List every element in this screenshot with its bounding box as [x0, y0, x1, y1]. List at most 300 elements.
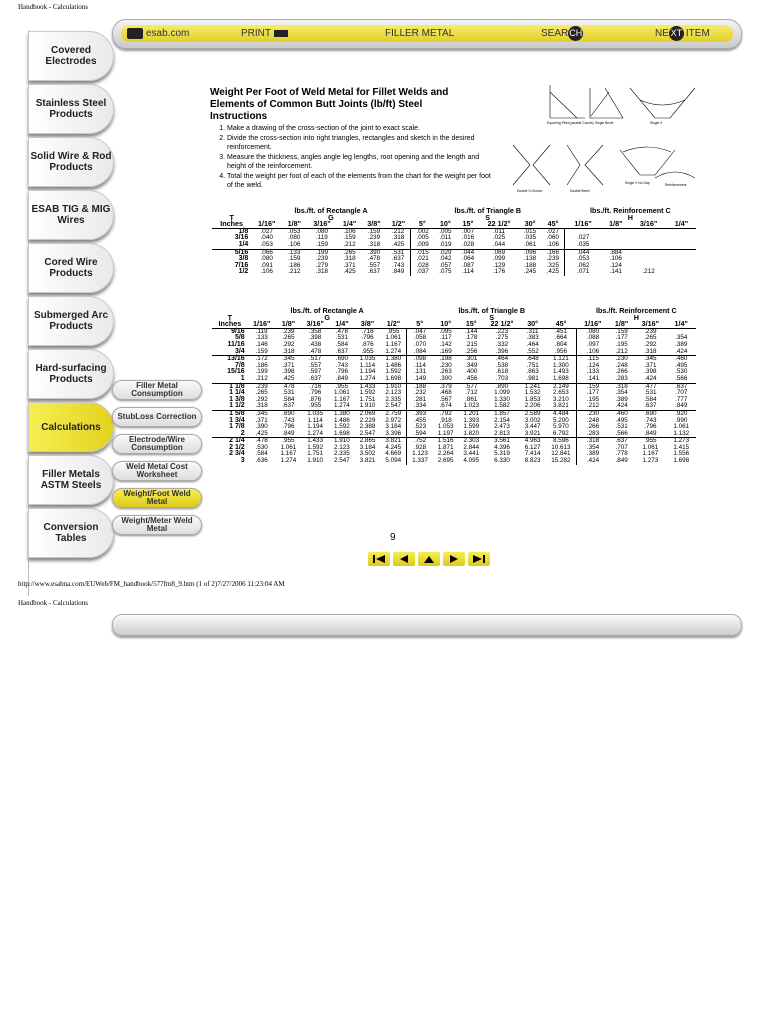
weight-table-2 — [212, 308, 696, 465]
value-cell: 1.592 — [359, 389, 376, 397]
nav-solid-wire[interactable]: Solid Wire & Rod Products — [28, 137, 114, 187]
value-cell: .390 — [362, 249, 386, 256]
value-cell: .318 — [315, 268, 329, 276]
value-cell: .265 — [337, 249, 361, 256]
value-cell: .106 — [586, 347, 600, 355]
value-cell: .037 — [416, 268, 429, 276]
value-cell: .928 — [413, 443, 427, 451]
table-row — [212, 235, 696, 242]
value-cell: .106 — [337, 228, 361, 235]
value-cell: .796 — [309, 389, 322, 397]
value-cell: 1.910 — [359, 402, 376, 410]
table-row — [212, 228, 696, 235]
nav-cored-wire[interactable]: Cored Wire Products — [28, 243, 114, 293]
value-cell: .087 — [461, 261, 475, 269]
value-cell: .230 — [609, 356, 634, 363]
group-b-header: lbs./ft. of Triangle B — [454, 206, 522, 215]
value-cell — [630, 249, 667, 256]
column-header: 5° — [418, 219, 426, 229]
value-cell: 2.589 — [520, 410, 546, 417]
value-cell: .849 — [675, 402, 688, 410]
print-label: PRINT — [241, 28, 271, 39]
value-cell: .223 — [484, 328, 520, 335]
value-cell: .042 — [439, 255, 452, 263]
value-cell: .318 — [609, 383, 634, 390]
value-cell: .884 — [601, 249, 630, 256]
value-cell: 3.210 — [545, 397, 576, 404]
value-cell: .796 — [282, 423, 295, 431]
value-cell: .115 — [577, 356, 609, 363]
value-cell: 1.433 — [355, 383, 381, 390]
value-cell: 1.035 — [301, 410, 329, 417]
nav-submerged-arc[interactable]: Submerged Arc Products — [28, 296, 114, 346]
value-cell: 1.433 — [301, 438, 329, 445]
column-header: 15° — [462, 219, 474, 229]
value-cell: 4.669 — [380, 451, 406, 458]
value-cell: .371 — [343, 261, 356, 269]
thickness-cell: 9/16 — [212, 328, 248, 335]
value-cell: .425 — [343, 268, 356, 276]
page-number: 9 — [390, 532, 396, 543]
value-cell: .517 — [301, 356, 329, 363]
value-cell: .239 — [367, 234, 381, 242]
diagram-label: Single V — [650, 121, 663, 125]
value-cell: .400 — [465, 368, 478, 376]
value-cell: .425 — [255, 429, 268, 437]
value-cell: .159 — [315, 240, 329, 248]
value-cell: .955 — [309, 402, 322, 410]
value-cell: 1.053 — [437, 423, 454, 431]
value-cell: 1.857 — [484, 410, 520, 417]
table-row — [212, 256, 696, 263]
value-cell: .212 — [586, 402, 600, 410]
value-cell: .398 — [309, 334, 322, 342]
thickness-cell: 3/16 — [234, 234, 249, 242]
printer-icon — [274, 30, 288, 37]
page-header-2: Handbook - Calculations — [18, 599, 88, 607]
value-cell: 1.582 — [494, 402, 510, 410]
value-cell: 3.821 — [545, 403, 576, 410]
value-cell: .141 — [586, 374, 600, 382]
column-header: 1/16" — [584, 319, 602, 329]
value-cell: 1.592 — [334, 423, 350, 431]
value-cell: .849 — [282, 429, 295, 437]
next-page-button[interactable] — [443, 552, 465, 566]
thickness-cell: 7/8 — [234, 361, 245, 369]
value-cell: .146 — [255, 340, 268, 348]
value-cell: 1.194 — [359, 368, 376, 376]
column-header: 1/2" — [386, 319, 401, 329]
value-cell: .804 — [545, 342, 576, 349]
thickness-cell: 2 1/4 — [212, 438, 248, 445]
value-cell: .876 — [361, 340, 374, 348]
value-cell: 4.963 — [520, 438, 546, 445]
pager — [368, 552, 490, 566]
value-cell: 2.149 — [545, 383, 576, 390]
value-cell: 1.698 — [380, 376, 406, 383]
nav-stainless-steel[interactable]: Stainless Steel Products — [28, 84, 114, 134]
value-cell: 1.486 — [334, 416, 350, 424]
value-cell: 1.853 — [524, 395, 541, 403]
value-cell: .159 — [577, 383, 609, 390]
value-cell: 4.245 — [380, 445, 406, 452]
value-cell: .648 — [520, 356, 546, 363]
value-cell: .311 — [520, 328, 546, 335]
value-cell: .142 — [439, 340, 452, 348]
search-button[interactable] — [541, 25, 583, 42]
value-cell: .075 — [439, 268, 452, 276]
value-cell: .186 — [255, 361, 268, 369]
value-cell: .066 — [251, 249, 282, 256]
value-cell: .712 — [465, 389, 478, 397]
value-cell: .114 — [462, 268, 474, 276]
value-cell: .099 — [492, 255, 506, 263]
value-cell: .358 — [301, 328, 329, 335]
thickness-cell: 1 5/8 — [212, 410, 248, 417]
sub-a: G — [324, 312, 330, 322]
nav-calculations[interactable]: Calculations — [28, 402, 114, 452]
table-row — [212, 242, 696, 249]
value-cell: .195 — [586, 395, 600, 403]
subnav-stubloss[interactable]: StubLoss Correction — [112, 407, 202, 427]
value-cell: .232 — [413, 389, 427, 397]
value-cell: .029 — [434, 249, 457, 256]
value-cell: .424 — [644, 374, 657, 382]
value-cell: 1.910 — [329, 438, 355, 445]
value-cell: .637 — [309, 374, 322, 382]
value-cell: .345 — [276, 356, 302, 363]
value-cell: .674 — [439, 402, 452, 410]
filler-metal-button[interactable] — [385, 25, 454, 42]
value-cell: 3.396 — [380, 431, 406, 438]
value-cell: 1.393 — [463, 416, 480, 424]
value-cell: 2.972 — [380, 418, 406, 425]
value-cell: .849 — [644, 429, 657, 437]
column-header-row — [212, 221, 696, 228]
value-cell: .047 — [407, 328, 433, 335]
value-cell: 2.229 — [359, 416, 376, 424]
value-cell — [667, 228, 696, 235]
value-cell: .530 — [255, 443, 268, 451]
value-cell: 2.865 — [355, 438, 381, 445]
value-cell: 5.970 — [545, 424, 576, 431]
search-label: SEAR — [541, 28, 569, 39]
value-cell: .119 — [248, 328, 276, 335]
nav-covered-electrodes[interactable]: Covered Electrodes — [28, 31, 114, 81]
value-cell: .239 — [315, 255, 329, 263]
value-cell: .477 — [634, 383, 666, 390]
nav-tig-mig[interactable]: ESAB TIG & MIG Wires — [28, 190, 114, 240]
value-cell: .064 — [461, 255, 475, 263]
esab-logo-link[interactable] — [127, 25, 189, 42]
value-cell: .531 — [335, 334, 349, 342]
value-cell: .751 — [526, 361, 539, 369]
value-cell: 4.396 — [494, 443, 510, 451]
value-cell: .637 — [386, 256, 410, 263]
diagram-label: Reinforcement — [665, 183, 687, 187]
filler-label: FILLER METAL — [385, 28, 455, 39]
value-cell: .464 — [526, 340, 539, 348]
first-page-button[interactable] — [368, 552, 390, 566]
value-cell: .334 — [413, 402, 427, 410]
value-cell: .584 — [282, 395, 295, 403]
value-cell: .318 — [367, 240, 381, 248]
column-header: 45° — [547, 219, 559, 229]
thickness-cell: 1 1/8 — [212, 383, 248, 390]
value-cell: .061 — [523, 240, 537, 248]
value-cell: 2.653 — [545, 390, 576, 397]
column-header: 30° — [527, 319, 539, 329]
value-cell: .955 — [380, 328, 406, 335]
value-cell: 2.123 — [380, 390, 406, 397]
group-c-header: lbs./ft. Reinforcement C — [596, 306, 677, 315]
value-cell: .743 — [644, 416, 657, 424]
value-cell: .849 — [335, 374, 349, 382]
value-cell: .015 — [411, 249, 434, 256]
value-cell: .176 — [492, 268, 506, 276]
group-c-header: lbs./ft. Reinforcement C — [590, 206, 671, 215]
value-cell: .021 — [416, 255, 429, 263]
value-cell: 3.821 — [380, 438, 406, 445]
value-cell: .379 — [433, 383, 459, 390]
value-cell — [667, 242, 696, 249]
value-cell: .920 — [666, 410, 696, 417]
value-cell: 1.556 — [673, 450, 690, 458]
column-header: 1/16" — [574, 219, 592, 229]
value-cell: 3.184 — [380, 424, 406, 431]
value-cell: .106 — [288, 240, 301, 248]
value-cell: .292 — [282, 340, 295, 348]
last-page-button[interactable] — [468, 552, 490, 566]
column-header: 10° — [440, 319, 452, 329]
value-cell: .318 — [255, 402, 268, 410]
value-cell: .053 — [260, 240, 273, 248]
value-cell: .876 — [309, 395, 322, 403]
value-cell: .637 — [282, 402, 295, 410]
value-cell: .594 — [413, 429, 427, 437]
column-header: 1/8" — [609, 219, 623, 229]
value-cell: .389 — [586, 450, 600, 458]
diagram-label: Single Bevel — [595, 121, 614, 125]
value-cell: 2.547 — [359, 429, 376, 437]
column-header: 22 1/2° — [490, 319, 514, 329]
last-page-icon — [472, 554, 486, 564]
column-header: 1/8" — [614, 319, 629, 329]
thickness-cell: 7/16 — [234, 261, 249, 269]
value-cell: 12.841 — [545, 451, 576, 458]
value-cell: .530 — [675, 368, 688, 376]
value-cell: .478 — [329, 328, 355, 335]
next-circle-icon: XT — [669, 26, 684, 41]
nav-hardsurfacing[interactable]: Hard-surfacing Products — [28, 349, 114, 399]
value-cell: .177 — [586, 389, 600, 397]
value-cell: .149 — [413, 374, 427, 382]
value-cell: .523 — [413, 423, 427, 431]
column-header: 3/8" — [367, 219, 381, 229]
value-cell: .460 — [609, 410, 634, 417]
value-cell: 1.910 — [380, 383, 406, 390]
value-cell: .212 — [343, 240, 356, 248]
value-cell: .349 — [465, 361, 478, 369]
value-cell: .265 — [282, 334, 295, 342]
value-cell: .389 — [675, 340, 688, 348]
value-cell: .159 — [288, 255, 301, 263]
footer-url: http://www.esabna.com/EUWeb/FM_handbook/577fm8_9.htm (1 of 2)7/27/2006 11:23:04 AM — [18, 580, 285, 588]
up-button[interactable] — [418, 552, 440, 566]
value-cell: .584 — [644, 395, 657, 403]
value-cell: .478 — [248, 438, 276, 445]
value-cell: .371 — [644, 361, 657, 369]
value-cell: .080 — [288, 234, 301, 242]
value-cell — [630, 228, 667, 235]
value-cell: .618 — [495, 368, 509, 376]
value-cell: .044 — [457, 249, 480, 256]
inches-label: Inches — [220, 219, 244, 229]
value-cell: .215 — [465, 340, 478, 348]
value-cell: 1.035 — [355, 356, 381, 363]
value-cell: 1.337 — [412, 457, 428, 465]
value-cell: .390 — [255, 423, 268, 431]
value-cell: .248 — [586, 416, 600, 424]
value-cell: 1.061 — [334, 389, 350, 397]
value-cell: .424 — [675, 347, 688, 355]
value-cell: 1.099 — [494, 389, 510, 397]
value-cell: 5.094 — [380, 458, 406, 465]
column-header: 1/8" — [287, 219, 302, 229]
value-cell: 1.114 — [359, 361, 376, 369]
value-cell: .918 — [439, 416, 452, 424]
value-cell: 2.123 — [334, 443, 350, 451]
esab-logo-icon — [127, 28, 143, 39]
column-header: 3/16" — [641, 319, 660, 329]
value-cell: 1.274 — [359, 374, 376, 382]
value-cell: .424 — [615, 402, 628, 410]
column-header: 1/4" — [335, 319, 349, 329]
column-header: 1/8" — [281, 319, 296, 329]
value-cell: .345 — [634, 356, 666, 363]
value-cell: 1.274 — [380, 349, 406, 356]
joint-diagrams — [505, 80, 700, 200]
value-cell: .531 — [282, 389, 295, 397]
value-cell: .690 — [329, 356, 355, 363]
value-cell: .777 — [675, 395, 688, 403]
subnav-weight-meter[interactable]: Weight/Meter Weld Metal — [112, 515, 202, 535]
value-cell: .114 — [414, 361, 426, 369]
value-cell: .084 — [413, 347, 427, 355]
value-cell: .212 — [615, 347, 628, 355]
value-cell: .230 — [439, 361, 452, 369]
subnav-cost-worksheet[interactable]: Weld Metal Cost Worksheet — [112, 461, 202, 481]
value-cell: 3.502 — [359, 450, 376, 458]
value-cell: 2.695 — [437, 457, 454, 465]
value-cell: .281 — [413, 395, 427, 403]
value-cell: .664 — [545, 335, 576, 342]
value-cell: .752 — [407, 438, 433, 445]
value-cell: .266 — [586, 423, 600, 431]
value-cell: .044 — [492, 240, 506, 248]
value-cell: .332 — [495, 340, 509, 348]
value-cell: .011 — [439, 234, 452, 242]
value-cell: .080 — [260, 255, 273, 263]
value-cell: .955 — [329, 383, 355, 390]
value-cell: .096 — [519, 249, 542, 256]
value-cell: 1.599 — [463, 423, 480, 431]
value-cell — [630, 235, 667, 242]
value-cell: .460 — [666, 356, 696, 363]
column-header: 22 1/2° — [487, 219, 511, 229]
value-cell: .743 — [386, 263, 410, 270]
value-cell: 2.303 — [458, 438, 484, 445]
thickness-cell: 1 7/8 — [229, 423, 245, 431]
value-cell: .159 — [362, 228, 386, 235]
step: 4. Total the weight per foot of each of the elements from the chart for the weight per foot of the weld. — [227, 172, 497, 190]
thickness-cell: 2 1/2 — [229, 443, 245, 451]
print-button[interactable] — [241, 25, 288, 42]
value-cell — [630, 256, 667, 263]
value-cell: 1.167 — [642, 450, 659, 458]
value-cell: .044 — [565, 249, 602, 256]
value-cell: 1.274 — [334, 402, 350, 410]
value-cell: .398 — [282, 368, 295, 376]
value-cell: 1.493 — [545, 369, 576, 376]
value-cell: 3.447 — [524, 423, 541, 431]
value-cell: .345 — [248, 410, 276, 417]
next-item-button[interactable] — [655, 25, 710, 42]
value-cell: 1.274 — [307, 429, 324, 437]
prev-page-button[interactable] — [393, 552, 415, 566]
value-cell: 2.547 — [380, 403, 406, 410]
value-cell: .088 — [586, 334, 600, 342]
value-cell: 3.561 — [484, 438, 520, 445]
column-header: 1/16" — [258, 219, 276, 229]
group-b-header: lbs./ft. of Triangle B — [458, 306, 526, 315]
value-cell: 6.792 — [545, 431, 576, 438]
value-cell: .478 — [309, 347, 322, 355]
thickness-cell: 1/4 — [238, 240, 249, 248]
subnav-electrode-consumption[interactable]: Electrode/Wire Consumption — [112, 434, 202, 454]
value-cell: .637 — [609, 438, 634, 445]
thickness-cell: 2 — [240, 429, 245, 437]
subnav-filler-consumption[interactable]: Filler Metal Consumption — [112, 380, 202, 400]
value-cell: .095 — [433, 328, 459, 335]
step: 3. Measure the thickness, angles angle leg lengths, root opening and the length and height of the reinforcement. — [227, 153, 497, 171]
value-cell: 2.335 — [380, 397, 406, 404]
value-cell: .637 — [367, 268, 381, 276]
next-label-post: ITEM — [685, 28, 710, 39]
value-cell: 2.388 — [359, 423, 376, 431]
column-header: 15° — [465, 319, 477, 329]
thickness-cell: 1 — [240, 374, 245, 382]
value-cell: 2.813 — [494, 429, 510, 437]
value-cell: 1.167 — [380, 342, 406, 349]
value-cell: .178 — [465, 334, 478, 342]
value-cell: .566 — [675, 374, 688, 382]
value-cell: 1.486 — [380, 363, 406, 370]
logo-text: esab.com — [146, 28, 190, 39]
subnav-weight-foot[interactable]: Weight/Foot Weld Metal — [112, 488, 202, 508]
nav-filler-astm[interactable]: Filler Metals ASTM Steels — [28, 455, 114, 505]
diagram-label: Double V-Groove — [517, 189, 543, 193]
value-cell: 8.823 — [524, 457, 541, 465]
value-cell: .552 — [526, 347, 539, 355]
value-cell: 1.273 — [642, 457, 659, 465]
value-cell: .138 — [523, 255, 537, 263]
value-cell: .069 — [479, 249, 518, 256]
nav-conversion-tables[interactable]: Conversion Tables — [28, 508, 114, 558]
column-header: 5° — [416, 319, 424, 329]
value-cell: 1.532 — [524, 389, 541, 397]
value-cell: .188 — [523, 261, 537, 269]
